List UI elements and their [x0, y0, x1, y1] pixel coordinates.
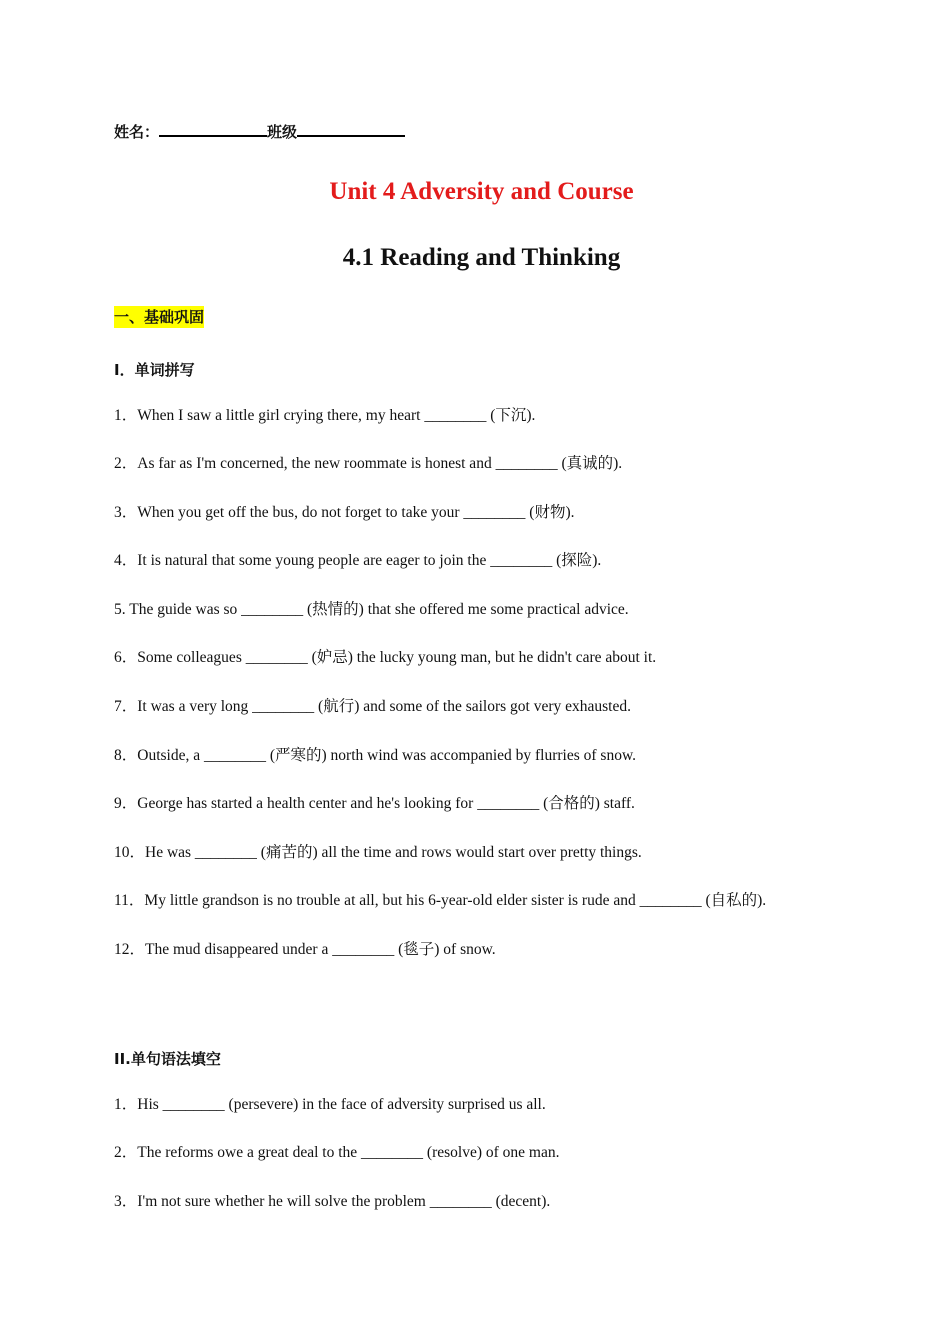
- part-two-label: II.单句语法填空: [114, 1050, 221, 1068]
- part-one-label: I．单词拼写: [114, 361, 195, 379]
- student-info-line: [114, 121, 405, 143]
- name-blank: [159, 123, 267, 137]
- vocab-question: 3．When you get off the bus, do not forget to take your ________ (财物).: [114, 504, 575, 521]
- section-basic-consolidation: 一、基础巩固: [114, 308, 205, 326]
- vocab-question: 4．It is natural that some young people are eager to join the ________ (探险).: [114, 552, 602, 569]
- vocab-question: 10．He was ________ (痛苦的) all the time and rows would start over pretty things.: [114, 844, 642, 861]
- lesson-subtitle: 4.1 Reading and Thinking: [342, 244, 621, 271]
- vocab-question: 2．As far as I'm concerned, the new roommate is honest and ________ (真诚的).: [114, 455, 623, 472]
- vocab-question: 1．When I saw a little girl crying there, my heart ________ (下沉).: [114, 407, 536, 424]
- vocab-question: 5. The guide was so ________ (热情的) that she offered me some practical advice.: [114, 601, 629, 618]
- vocab-question: 12．The mud disappeared under a ________ (毯子) of snow.: [114, 941, 496, 958]
- class-blank: [297, 123, 405, 137]
- vocab-question: 6．Some colleagues ________ (妒忌) the lucky young man, but he didn't care about it.: [114, 649, 657, 666]
- unit-title: Unit 4 Adversity and Course: [329, 178, 634, 205]
- vocab-question: 11．My little grandson is no trouble at all, but his 6-year-old elder sister is rude and ________ (自私的).: [114, 892, 767, 909]
- grammar-question: 2．The reforms owe a great deal to the ________ (resolve) of one man.: [114, 1144, 560, 1161]
- class-label: 班级: [267, 123, 298, 141]
- grammar-question: 1．His ________ (persevere) in the face of adversity surprised us all.: [114, 1096, 546, 1113]
- grammar-question: 3．I'm not sure whether he will solve the problem ________ (decent).: [114, 1193, 551, 1210]
- vocab-question: 8．Outside, a ________ (严寒的) north wind was accompanied by flurries of snow.: [114, 747, 637, 764]
- vocab-question: 9．George has started a health center and he's looking for ________ (合格的) staff.: [114, 795, 635, 812]
- name-label: 姓名：: [114, 123, 160, 141]
- vocab-question: 7．It was a very long ________ (航行) and some of the sailors got very exhausted.: [114, 698, 631, 715]
